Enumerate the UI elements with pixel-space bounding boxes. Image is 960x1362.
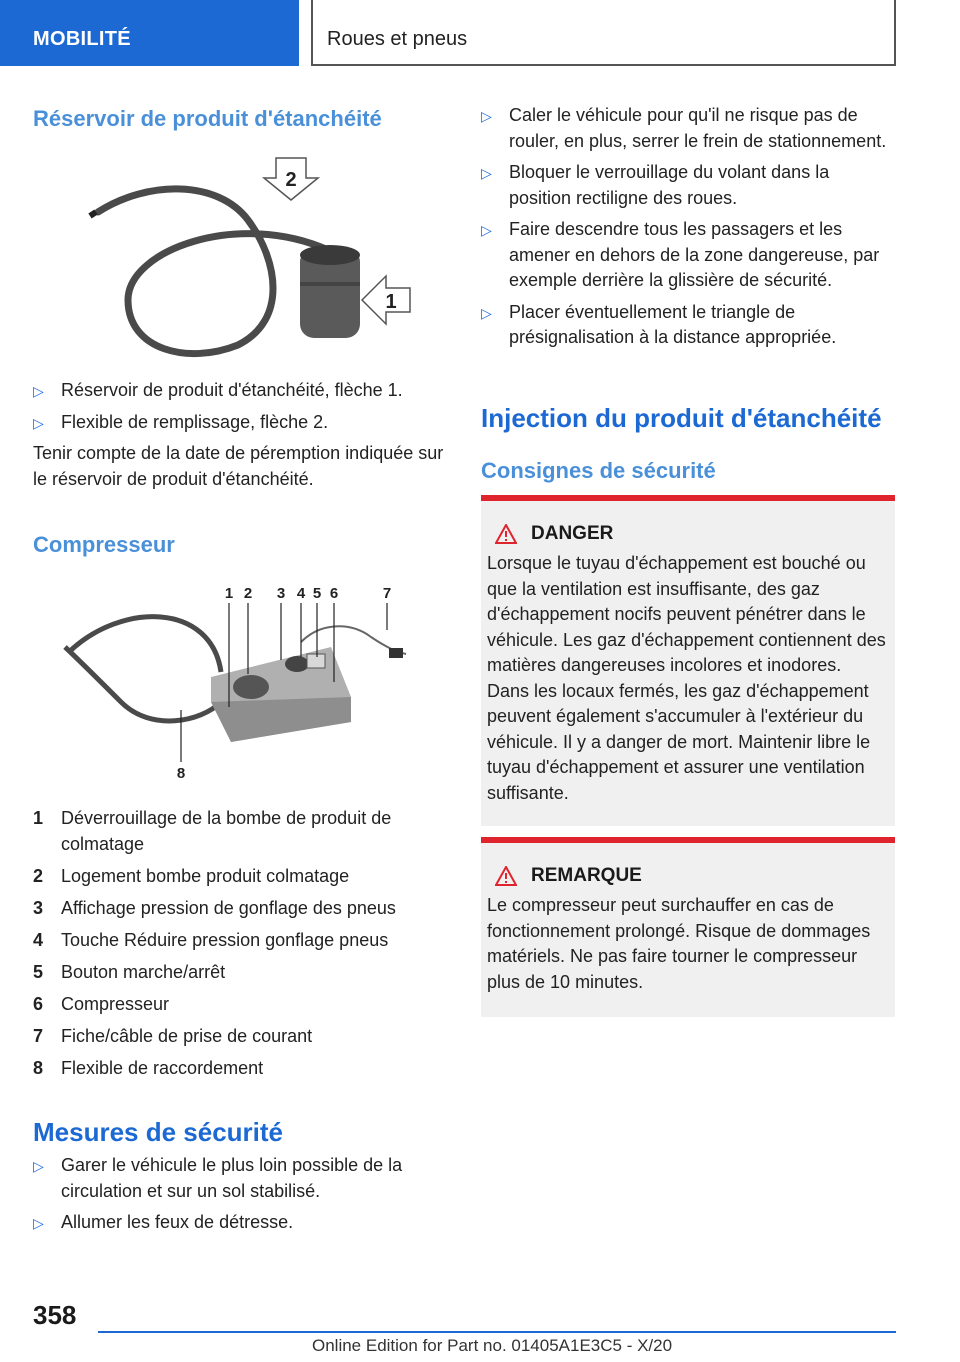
fig-label-3: 3 [276, 585, 286, 602]
danger-text: Lorsque le tuyau d'échappement est bouché ou que la ventilation est insuffisante, des gaz d'échappement nocifs peuvent pénétrer dans le véhicule. Les gaz d'échappement contiennent des matières dangereuses incolores et inodores. Dans les locaux fermés, les gaz d'échappement peuvent également s'accumuler à l'extérieur du véhicule. Il y a danger de mort. Maintenir libre le tuyau d'échappement et assurer une ventilation suffisante. [487, 553, 886, 803]
compressor-heading: Compresseur [33, 532, 175, 557]
compressor-illustration [61, 582, 411, 782]
triangle-bullet-icon: ▷ [481, 222, 492, 238]
fig-label-8: 8 [176, 765, 186, 782]
list-item: 8 Flexible de raccordement [33, 1057, 264, 1078]
page-number: 358 [33, 1300, 77, 1330]
safety-heading: Mesures de sécurité [33, 1117, 284, 1147]
triangle-bullet-icon: ▷ [481, 108, 492, 124]
danger-box [481, 495, 895, 826]
list-item: ▷ Allumer les feux de détresse. [33, 1210, 445, 1236]
list-item: ▷ Bloquer le verrouillage du volant dans la position rectiligne des roues. [481, 162, 830, 208]
safety-instructions-heading: Consignes de sécurité [481, 458, 716, 483]
footer-divider [98, 1331, 896, 1333]
list-item: ▷ Caler le véhicule pour qu'il ne risque pas de rouler, en plus, serrer le frein de stationnement. [481, 105, 887, 151]
list-item: ▷ Placer éventuellement le triangle de présignalisation à la distance appropriée. [481, 301, 837, 347]
list-item: ▷ Réservoir de produit d'étanchéité, flèche 1. [33, 378, 445, 404]
list-item: 6 Compresseur [33, 993, 170, 1014]
edition-footer: Online Edition for Part no. 01405A1E3C5 - X/20 [312, 1336, 673, 1355]
notice-text: Le compresseur peut surchauffer en cas de fonctionnement prolongé. Risque de dommages matériels. Ne pas faire tourner le compresseur plus de 10 minutes. [487, 895, 871, 992]
warning-triangle-icon [495, 524, 517, 544]
list-item: 1 Déverrouillage de la bombe de produit de colmatage [33, 808, 392, 854]
triangle-bullet-icon: ▷ [33, 414, 44, 431]
triangle-bullet-icon: ▷ [33, 1158, 44, 1174]
triangle-bullet-icon: ▷ [481, 165, 492, 181]
fig-label-2: 2 [243, 585, 253, 602]
list-item: 5 Bouton marche/arrêt [33, 961, 226, 982]
fig-label-6: 6 [329, 585, 339, 602]
notice-box [481, 837, 895, 1017]
list-item: ▷ Flexible de remplissage, flèche 2. [33, 410, 445, 436]
injection-heading: Injection du produit d'étanchéité [481, 403, 882, 433]
warning-triangle-icon [495, 866, 517, 886]
list-item: ▷ Garer le véhicule le plus loin possible de la circulation et sur un sol stabilisé. [33, 1155, 403, 1201]
compressor-parts-list [33, 806, 445, 1088]
fig-label-1: 1 [224, 585, 234, 602]
reservoir-heading: Réservoir de produit d'étanchéité [33, 106, 382, 131]
list-item: 7 Fiche/câble de prise de courant [33, 1025, 313, 1046]
section-tab: MOBILITÉ [0, 0, 299, 66]
fig-label-4: 4 [296, 585, 306, 602]
danger-label: DANGER [531, 523, 614, 544]
fig-label-2: 2 [285, 169, 297, 191]
list-item: 2 Logement bombe produit colmatage [33, 865, 350, 886]
notice-label: REMARQUE [531, 865, 642, 886]
triangle-bullet-icon: ▷ [33, 1215, 44, 1231]
fig-label-1: 1 [385, 291, 397, 313]
list-item: 3 Affichage pression de gonflage des pneus [33, 897, 396, 918]
expiry-note: Tenir compte de la date de péremption indiquée sur le réservoir de produit d'étanchéité. [33, 443, 444, 489]
fig-label-7: 7 [382, 585, 392, 602]
triangle-bullet-icon: ▷ [481, 304, 492, 321]
chapter-title: Roues et pneus [311, 0, 896, 66]
triangle-bullet-icon: ▷ [33, 383, 44, 399]
list-item: ▷ Faire descendre tous les passagers et les amener en dehors de la zone dangereuse, par exemple derrière la glissière de sécurité. [481, 219, 880, 290]
fig-label-5: 5 [312, 585, 322, 602]
sealant-reservoir-illustration [88, 150, 418, 365]
list-item: 4 Touche Réduire pression gonflage pneus [33, 929, 389, 950]
